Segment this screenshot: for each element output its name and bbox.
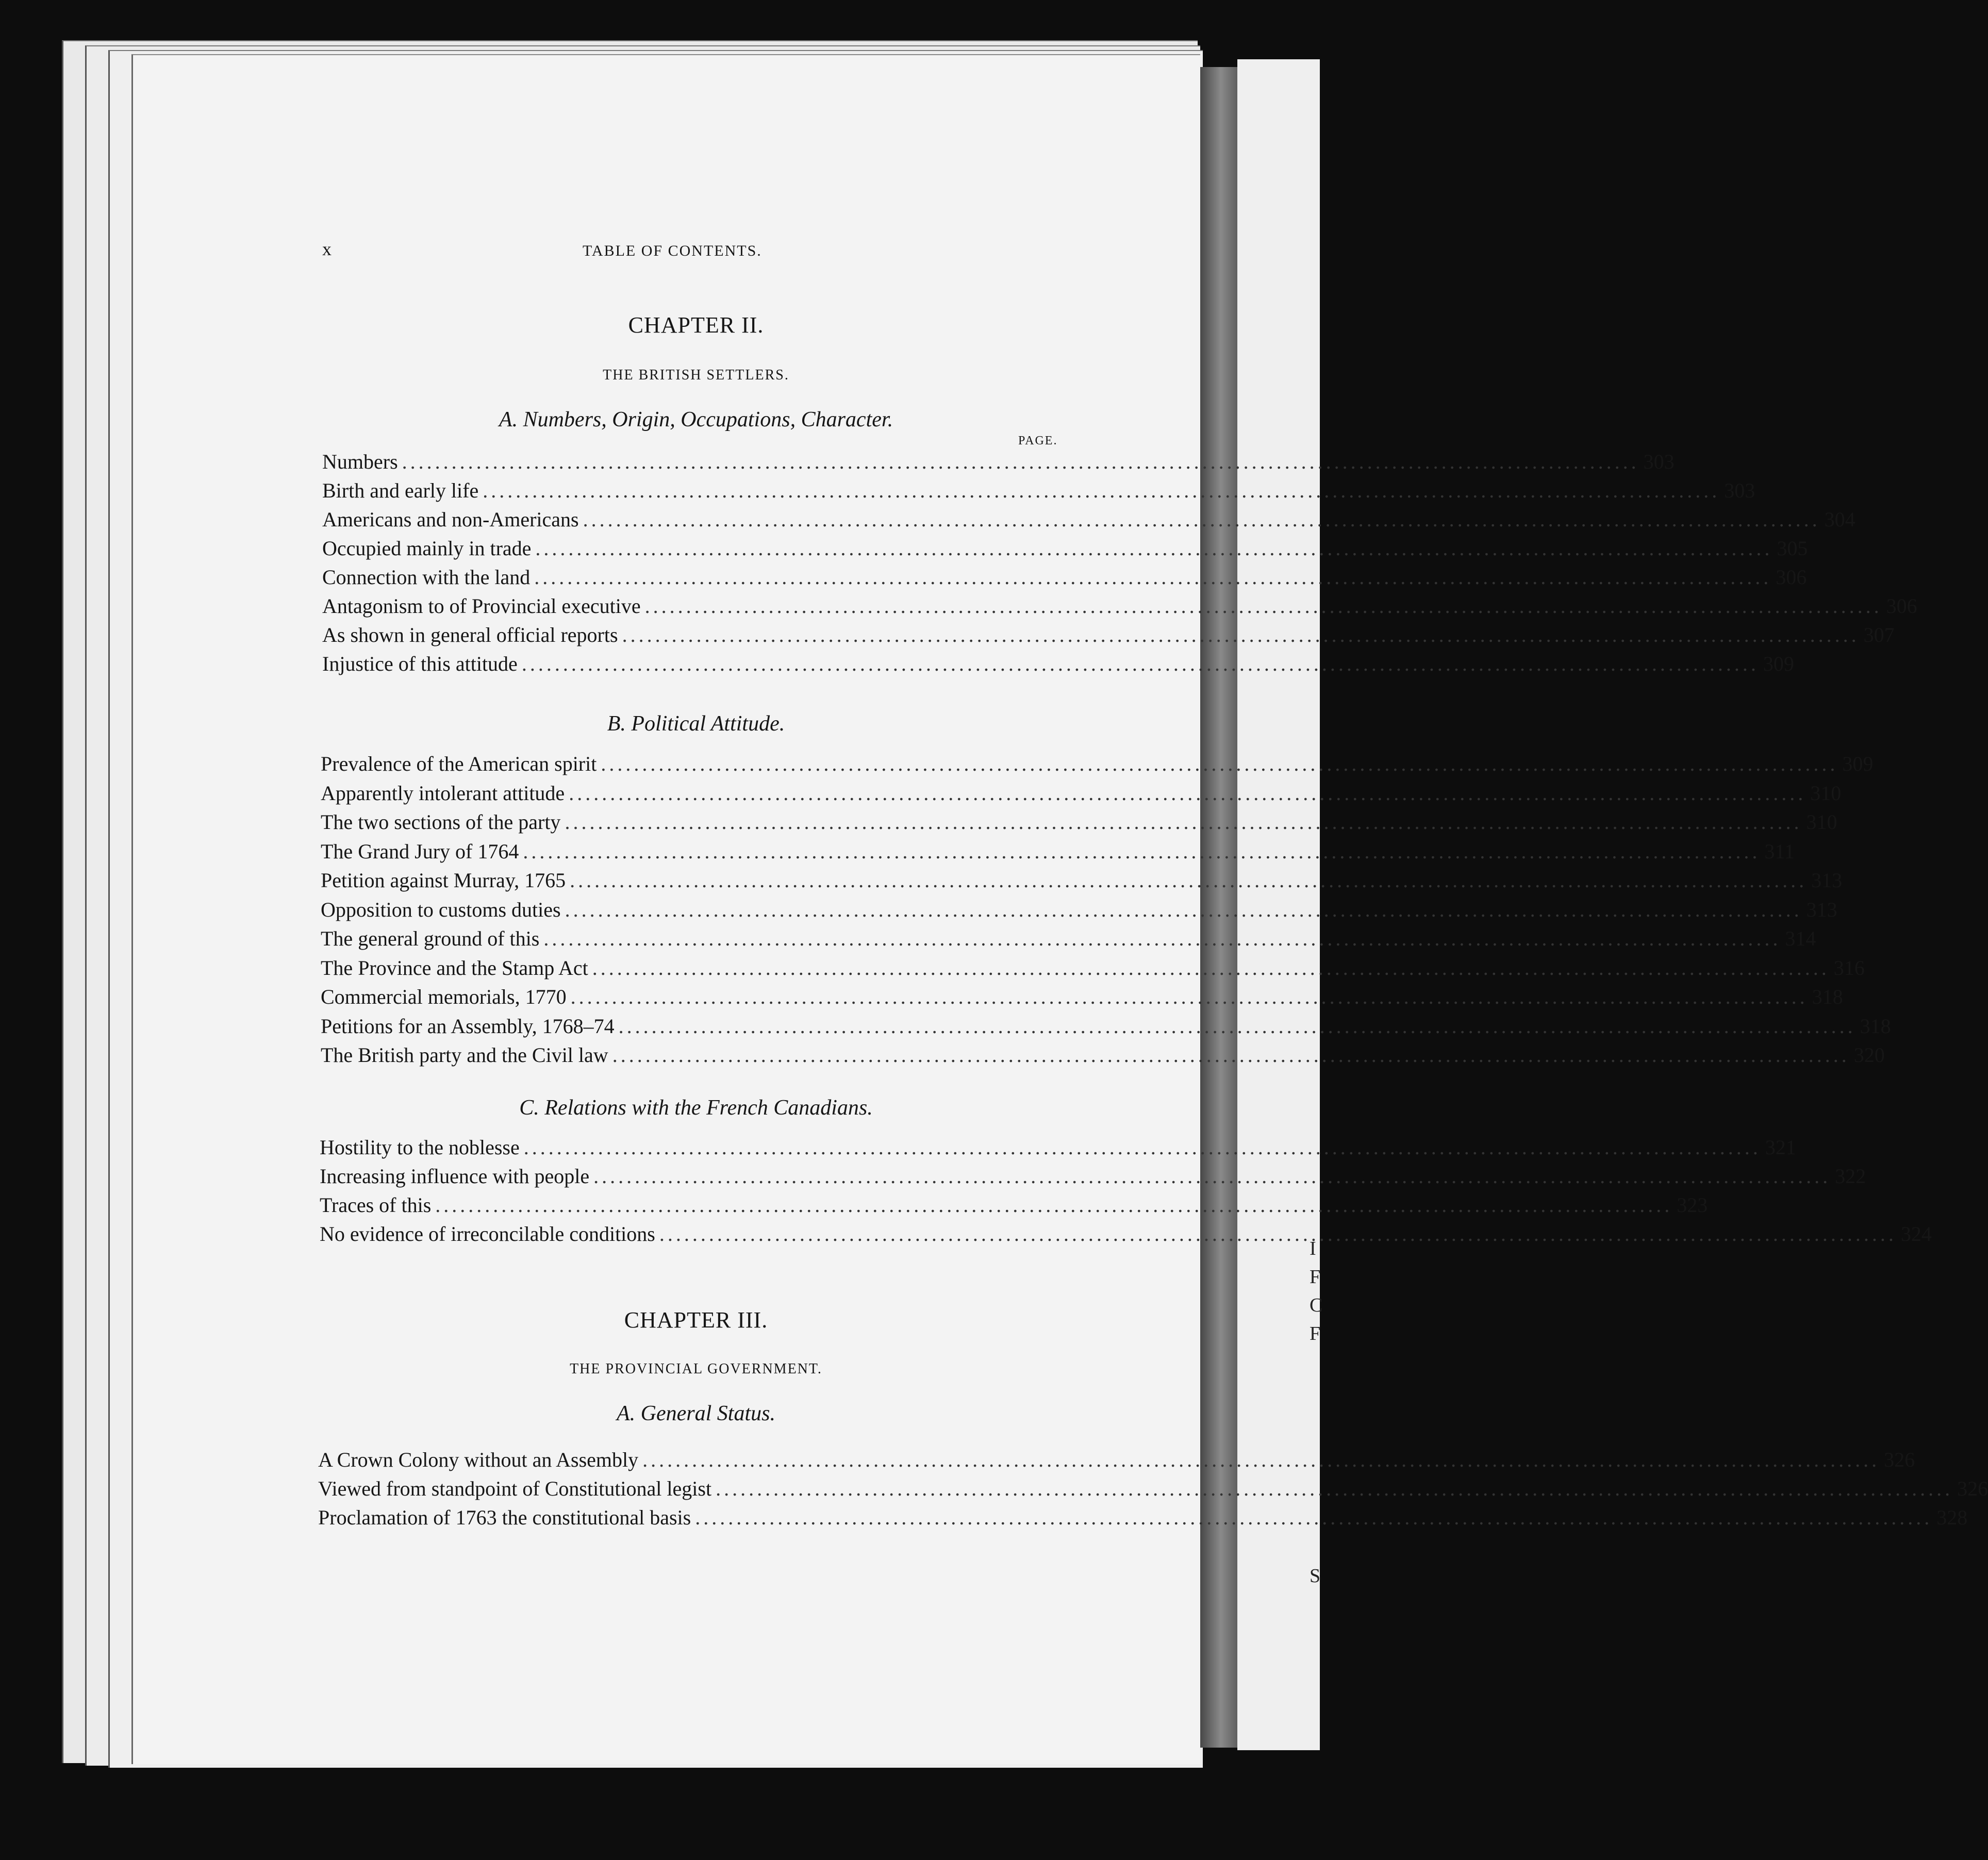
toc-entry-page: 305 (1777, 537, 1808, 560)
toc-entry-page: 310 (1810, 781, 1842, 805)
section-heading: A. Numbers, Origin, Occupations, Character. (499, 408, 893, 431)
toc-entry (321, 898, 1837, 926)
toc-entry (321, 1014, 1891, 1043)
chapter-title: CHAPTER II. (628, 312, 764, 338)
toc-entry-page: 324 (1900, 1222, 1932, 1245)
toc-entry-title: Viewed from standpoint of Constitutional legist (318, 1477, 712, 1500)
toc-entry-title: The Province and the Stamp Act (321, 956, 588, 979)
dot-leader (524, 1135, 1761, 1159)
chapter-title: CHAPTER III. (624, 1307, 768, 1333)
toc-entry (321, 868, 1843, 897)
dot-leader (535, 536, 1772, 560)
toc-entry-page: 307 (1863, 623, 1895, 646)
toc-entry-title: Connection with the land (322, 566, 531, 589)
toc-entry-title: Increasing influence with people (320, 1165, 590, 1188)
toc-entry-title: Petition against Murray, 1765 (321, 869, 566, 892)
toc-entry-title: Birth and early life (322, 479, 479, 502)
toc-entry-page: 309 (1842, 752, 1874, 775)
toc-entry-title: Petitions for an Assembly, 1768–74 (321, 1014, 615, 1038)
dot-leader (570, 868, 1807, 892)
toc-entry (322, 450, 1675, 478)
dot-leader (543, 926, 1781, 951)
toc-entry-page: 306 (1886, 594, 1917, 618)
dot-leader (534, 565, 1771, 589)
toc-entry-title: No evidence of irreconcilable conditions (320, 1222, 655, 1245)
toc-entry-page: 311 (1764, 839, 1795, 863)
toc-entry-page: 306 (1776, 566, 1807, 589)
toc-entry-page: 323 (1677, 1193, 1708, 1217)
dot-leader (593, 1164, 1831, 1188)
toc-entry (321, 781, 1842, 810)
facing-page-fragment: F (1310, 1266, 1321, 1288)
toc-entry-title: Commercial memorials, 1770 (321, 985, 567, 1008)
toc-entry (321, 810, 1837, 839)
toc-entry-page: 313 (1811, 869, 1843, 892)
toc-entry-page: 321 (1765, 1136, 1796, 1159)
running-title: TABLE OF CONTENTS. (583, 242, 762, 259)
toc-entry-page: 320 (1853, 1043, 1885, 1067)
dot-leader (645, 594, 1882, 618)
toc-entry (321, 752, 1874, 780)
toc-entry (320, 1193, 1708, 1222)
facing-page-fragment: F (1310, 1323, 1321, 1344)
dot-leader (659, 1222, 1897, 1246)
toc-entry (322, 594, 1917, 623)
dot-leader (716, 1476, 1953, 1501)
toc-entry-title: As shown in general official reports (322, 623, 618, 646)
toc-entry-title: Occupied mainly in trade (322, 537, 532, 560)
toc-entry (322, 478, 1755, 507)
toc-entry-page: 316 (1833, 956, 1865, 979)
dot-leader (622, 623, 1860, 647)
toc-entry-page: 309 (1763, 652, 1794, 675)
toc-entry (322, 536, 1808, 565)
toc-entry (322, 507, 1856, 536)
dot-leader (483, 478, 1720, 503)
toc-entry-title: Antagonism to of Provincial executive (322, 594, 641, 618)
toc-entry-page: 322 (1835, 1165, 1866, 1188)
dot-leader (612, 1043, 1850, 1067)
page-folio: x (322, 239, 333, 259)
toc-entry (318, 1448, 1915, 1476)
toc-entry (318, 1476, 1988, 1505)
dot-leader (435, 1193, 1672, 1217)
chapter-subtitle: THE PROVINCIAL GOVERNMENT. (570, 1361, 822, 1377)
dot-leader (569, 781, 1806, 805)
toc-entry-title: Americans and non-Americans (322, 508, 579, 531)
toc-entry (320, 1222, 1932, 1251)
toc-entry-page: 303 (1643, 450, 1675, 473)
dot-leader (565, 898, 1802, 922)
toc-entry (321, 1043, 1885, 1072)
dot-leader (592, 956, 1830, 980)
toc-entry-title: The two sections of the party (321, 810, 561, 834)
facing-page-fragment: C (1310, 1294, 1323, 1316)
toc-entry-title: Apparently intolerant attitude (321, 781, 565, 805)
toc-entry-title: Numbers (322, 450, 398, 473)
toc-entry-page: 304 (1824, 508, 1856, 531)
toc-entry (322, 623, 1895, 652)
toc-entry-title: A Crown Colony without an Assembly (318, 1448, 639, 1471)
facing-page-fragment: S (1310, 1565, 1321, 1587)
toc-entry-title: Traces of this (320, 1193, 432, 1217)
dot-leader (695, 1505, 1932, 1530)
toc-entry (321, 839, 1795, 868)
toc-entry-page: 314 (1785, 927, 1816, 950)
dot-leader (601, 752, 1838, 776)
toc-entry-page: 310 (1806, 810, 1837, 834)
toc-entry-title: The British party and the Civil law (321, 1043, 608, 1067)
toc-entry-page: 318 (1860, 1014, 1891, 1038)
page-column-label: PAGE. (1018, 434, 1058, 447)
dot-leader (583, 507, 1820, 532)
toc-entry (318, 1505, 1968, 1534)
toc-entry-title: Prevalence of the American spirit (321, 752, 597, 775)
toc-entry-page: 318 (1812, 985, 1843, 1008)
toc-entry-title: Hostility to the noblesse (320, 1136, 520, 1159)
toc-entry-title: The general ground of this (321, 927, 540, 950)
chapter-subtitle: THE BRITISH SETTLERS. (603, 367, 789, 383)
dot-leader (402, 450, 1639, 474)
toc-entry (322, 565, 1807, 594)
toc-entry-title: Opposition to customs duties (321, 898, 561, 921)
facing-page-fragment: I (1310, 1238, 1316, 1259)
dot-leader (522, 652, 1759, 676)
dot-leader (619, 1014, 1856, 1038)
toc-entry (321, 926, 1816, 955)
toc-entry-page: 303 (1724, 479, 1755, 502)
toc-entry (321, 985, 1843, 1014)
toc-entry-title: Injustice of this attitude (322, 652, 518, 675)
toc-entry-title: Proclamation of 1763 the constitutional basis (318, 1506, 691, 1529)
toc-entry-title: The Grand Jury of 1764 (321, 839, 519, 863)
toc-entry (320, 1135, 1796, 1164)
toc-entry (322, 652, 1794, 680)
toc-entry (321, 956, 1865, 985)
dot-leader (523, 839, 1760, 863)
dot-leader (571, 985, 1808, 1009)
section-heading: C. Relations with the French Canadians. (519, 1096, 873, 1120)
toc-entry (320, 1164, 1866, 1193)
toc-entry-page: 326 (1957, 1477, 1988, 1500)
section-heading: A. General Status. (617, 1402, 775, 1425)
dot-leader (565, 810, 1802, 834)
dot-leader (642, 1448, 1880, 1472)
toc-entry-page: 326 (1884, 1448, 1915, 1471)
toc-entry-page: 313 (1806, 898, 1837, 921)
toc-entry-page: 328 (1936, 1506, 1968, 1529)
section-heading: B. Political Attitude. (607, 712, 785, 736)
